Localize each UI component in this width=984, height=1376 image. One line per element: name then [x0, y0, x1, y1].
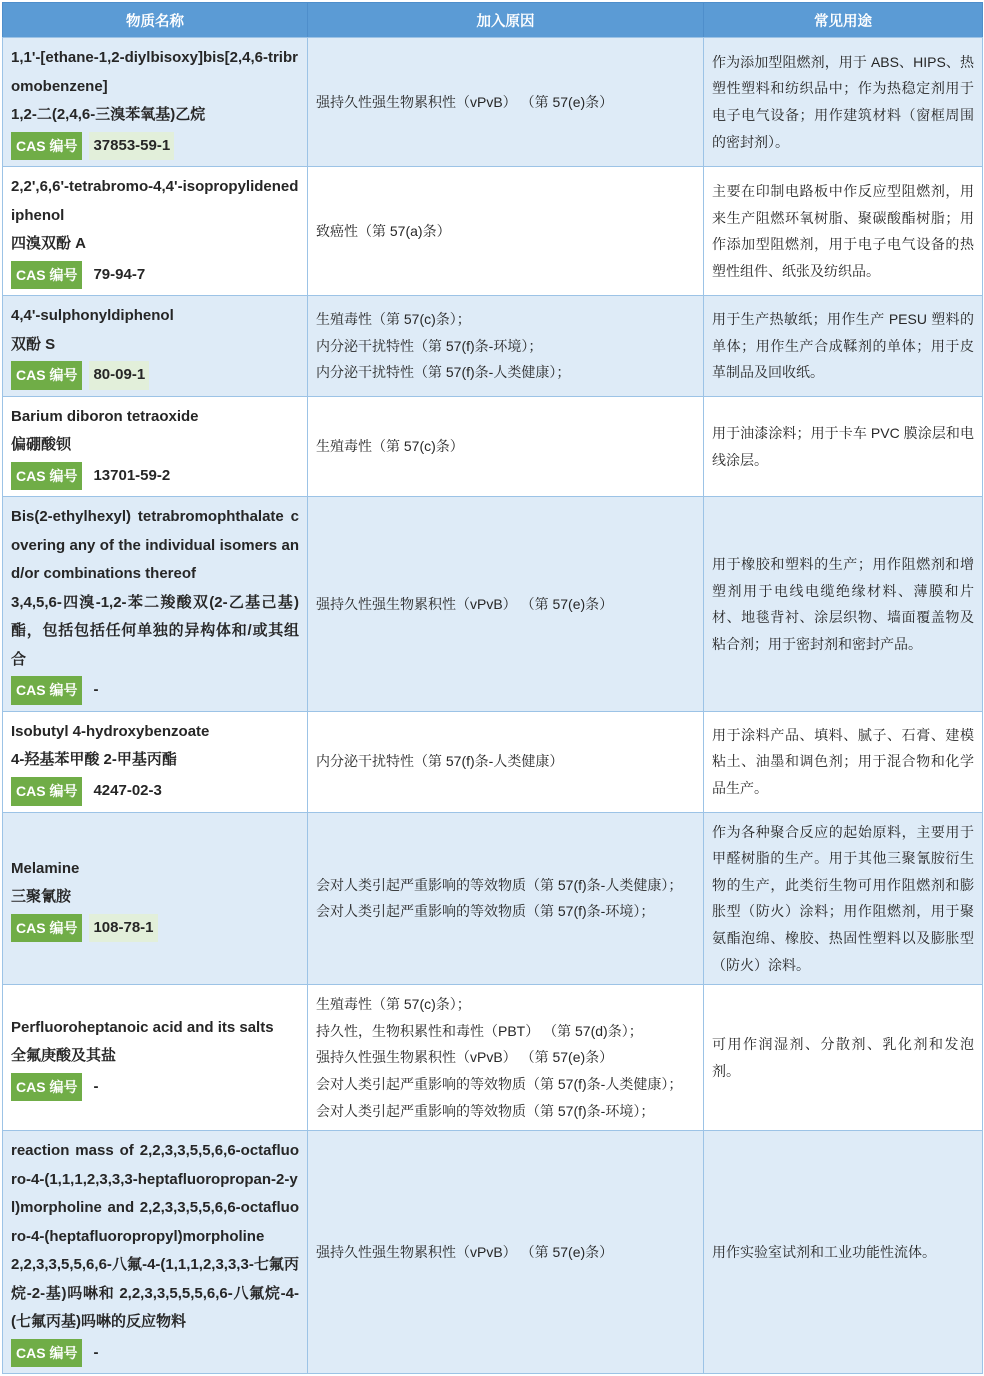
substance-cell	[3, 296, 308, 397]
cas-number: 13701-59-2	[93, 466, 171, 484]
cas-label-badge: CAS 编号	[11, 914, 82, 943]
substance-name-zh: 2,2,3,3,5,5,6,6-八氟-4-(1,1,1,2,3,3,3-七氟丙烷-2-基)吗啉和 2,2,3,3,5,5,5,6,6-八氟烷-4-(七氟丙基)吗啉的反应物料	[11, 1256, 299, 1331]
cas-label-badge: CAS 编号	[11, 1073, 82, 1102]
substance-name-zh: 全氟庚酸及其盐	[11, 1047, 117, 1065]
substance-cell	[3, 711, 308, 812]
reason-line: 生殖毒性（第 57(c)条）；	[316, 311, 471, 328]
table-row	[3, 1131, 983, 1374]
cas-line	[11, 132, 299, 161]
substance-cell	[3, 985, 308, 1131]
reason-line: 强持久性强生物累积性（vPvB） （第 57(e)条）	[316, 93, 614, 110]
substance-name-en: Barium diboron tetraoxide	[11, 407, 199, 425]
cas-label-badge: CAS 编号	[11, 261, 82, 290]
common-uses-cell: 可用作润湿剂、分散剂、乳化剂和发泡剂。	[704, 985, 983, 1131]
table-row	[3, 711, 983, 812]
substance-name-en: 1,1'-[ethane-1,2-diylbisoxy]bis[2,4,6-tribromobenzene]	[11, 49, 298, 95]
common-uses-cell: 用于生产热敏纸；用作生产 PESU 塑料的单体；用作生产合成鞣剂的单体；用于皮革制品及回收纸。	[704, 296, 983, 397]
column-header-substance-name: 物质名称	[3, 3, 308, 38]
reason-line: 会对人类引起严重影响的等效物质（第 57(f)条-人类健康）；	[316, 876, 683, 893]
common-uses-cell: 用于涂料产品、填料、腻子、石膏、建模粘土、油墨和调色剂；用于混合物和化学品生产。	[704, 711, 983, 812]
column-header-common-uses: 常见用途	[704, 3, 983, 38]
table-row	[3, 396, 983, 497]
common-uses-cell: 主要在印制电路板中作反应型阻燃剂，用来生产阻燃环氧树脂、聚碳酸酯树脂；用作添加型阻燃剂，用于电子电气设备的热塑性组件、纸张及纺织品。	[704, 167, 983, 296]
substance-name-en: Melamine	[11, 859, 80, 877]
reason-line: 生殖毒性（第 57(c)条）	[316, 438, 464, 455]
cas-label-badge: CAS 编号	[11, 1339, 82, 1368]
cas-line	[11, 1073, 299, 1102]
substance-cell	[3, 1131, 308, 1374]
svhc-substance-table	[2, 2, 983, 1374]
cas-number: 4247-02-3	[93, 782, 162, 800]
common-uses-cell: 用于橡胶和塑料的生产；用作阻燃剂和增塑剂用于电线电缆绝缘材料、薄膜和片材、地毯背衬、涂层织物、墙面覆盖物及粘合剂；用于密封剂和密封产品。	[704, 497, 983, 712]
cas-number: -	[93, 681, 99, 699]
table-body	[3, 38, 983, 1374]
substance-name-en: 4,4'-sulphonyldiphenol	[11, 307, 174, 325]
reason-line: 强持久性强生物累积性（vPvB） （第 57(e)条）	[316, 1049, 614, 1066]
cas-line	[11, 261, 299, 290]
cas-label-badge: CAS 编号	[11, 676, 82, 705]
cas-line	[11, 361, 299, 390]
common-uses-cell: 作为添加型阻燃剂，用于 ABS、HIPS、热塑性塑料和纺织品中；作为热稳定剂用于电子电气设备；用作建筑材料（窗框周围的密封剂）。	[704, 38, 983, 167]
substance-name-en: Isobutyl 4-hydroxybenzoate	[11, 722, 210, 740]
table-row	[3, 985, 983, 1131]
table-row	[3, 167, 983, 296]
reason-line: 会对人类引起严重影响的等效物质（第 57(f)条-环境）；	[316, 1102, 655, 1119]
cas-number: -	[93, 1077, 99, 1095]
cas-number: -	[93, 1343, 99, 1361]
reason-line: 持久性，生物积累性和毒性（PBT） （第 57(d)条）；	[316, 1022, 643, 1039]
table-row	[3, 296, 983, 397]
cas-label-badge: CAS 编号	[11, 361, 82, 390]
substance-name-en: 2,2',6,6'-tetrabromo-4,4'-isopropylidenediphenol	[11, 178, 299, 224]
inclusion-reason-cell	[308, 985, 704, 1131]
common-uses-cell: 用作实验室试剂和工业功能性流体。	[704, 1131, 983, 1374]
inclusion-reason-cell	[308, 812, 704, 985]
reason-line: 会对人类引起严重影响的等效物质（第 57(f)条-环境）；	[316, 903, 655, 920]
substance-cell	[3, 396, 308, 497]
inclusion-reason-cell	[308, 711, 704, 812]
inclusion-reason-cell	[308, 38, 704, 167]
substance-cell	[3, 812, 308, 985]
cas-label-badge: CAS 编号	[11, 777, 82, 806]
cas-label-badge: CAS 编号	[11, 132, 82, 161]
common-uses-cell: 作为各种聚合反应的起始原料，主要用于甲醛树脂的生产。用于其他三聚氰胺衍生物的生产，此类衍生物可用作阻燃剂和膨胀型（防火）涂料；用作阻燃剂，用于聚氨酯泡绵、橡胶、热固性塑料以及膨胀型（防火）涂料。	[704, 812, 983, 985]
column-header-inclusion-reason: 加入原因	[308, 3, 704, 38]
reason-line: 强持久性强生物累积性（vPvB） （第 57(e)条）	[316, 595, 614, 612]
substance-cell	[3, 497, 308, 712]
cas-number: 79-94-7	[93, 265, 146, 283]
substance-name-en: Bis(2-ethylhexyl) tetrabromophthalate covering any of the individual isomers and/or combinations thereof	[11, 508, 299, 583]
inclusion-reason-cell	[308, 497, 704, 712]
substance-cell	[3, 38, 308, 167]
table-row	[3, 497, 983, 712]
cas-line	[11, 777, 299, 806]
cas-label-badge: CAS 编号	[11, 462, 82, 491]
cas-number: 80-09-1	[89, 361, 149, 390]
substance-cell	[3, 167, 308, 296]
substance-name-zh: 偏硼酸钡	[11, 436, 72, 454]
substance-name-en: reaction mass of 2,2,3,3,5,5,6,6-octafluoro-4-(1,1,1,2,3,3,3-heptafluoropropan-2-yl)morpholine and 2,2,3,3,5,5,6,6-octafluoro-4-(heptafluoropropyl)morpholine	[11, 1142, 299, 1245]
reason-line: 内分泌干扰特性（第 57(f)条-环境）；	[316, 337, 543, 354]
table-row	[3, 38, 983, 167]
cas-line	[11, 676, 299, 705]
substance-name-zh: 4-羟基苯甲酸 2-甲基丙酯	[11, 751, 177, 769]
substance-name-zh: 双酚 S	[11, 335, 56, 353]
reason-line: 强持久性强生物累积性（vPvB） （第 57(e)条）	[316, 1243, 614, 1260]
inclusion-reason-cell	[308, 167, 704, 296]
substance-name-en: Perfluoroheptanoic acid and its salts	[11, 1018, 274, 1036]
cas-number: 108-78-1	[89, 914, 157, 943]
reason-line: 会对人类引起严重影响的等效物质（第 57(f)条-人类健康）；	[316, 1075, 683, 1092]
substance-name-zh: 三聚氰胺	[11, 888, 72, 906]
reason-line: 内分泌干扰特性（第 57(f)条-人类健康）；	[316, 364, 571, 381]
reason-line: 致癌性（第 57(a)条）	[316, 222, 451, 239]
inclusion-reason-cell	[308, 1131, 704, 1374]
inclusion-reason-cell	[308, 296, 704, 397]
reason-line: 内分泌干扰特性（第 57(f)条-人类健康）	[316, 753, 564, 770]
substance-name-zh: 3,4,5,6-四溴-1,2-苯二羧酸双(2-乙基己基)酯，包括包括任何单独的异构体和/或其组合	[11, 593, 299, 668]
header-row	[3, 3, 983, 38]
cas-line	[11, 462, 299, 491]
substance-name-zh: 1,2-二(2,4,6-三溴苯氧基)乙烷	[11, 106, 206, 123]
reason-line: 生殖毒性（第 57(c)条）；	[316, 996, 471, 1013]
cas-line	[11, 1339, 299, 1368]
substance-name-zh: 四溴双酚 A	[11, 235, 87, 253]
table-row	[3, 812, 983, 985]
inclusion-reason-cell	[308, 396, 704, 497]
cas-line	[11, 914, 299, 943]
common-uses-cell: 用于油漆涂料；用于卡车 PVC 膜涂层和电线涂层。	[704, 396, 983, 497]
cas-number: 37853-59-1	[89, 132, 174, 161]
